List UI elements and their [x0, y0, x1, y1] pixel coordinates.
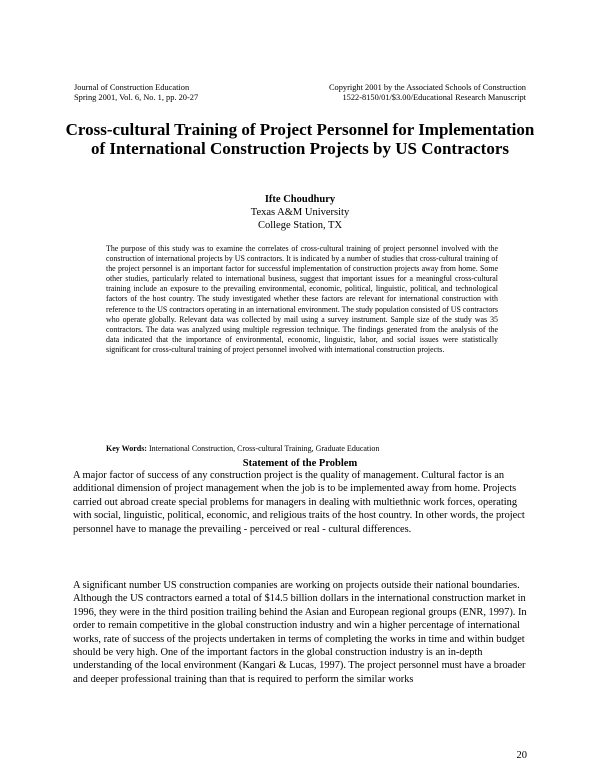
keywords-text: International Construction, Cross-cultural Training, Graduate Education: [148, 444, 380, 453]
abstract: The purpose of this study was to examine the correlates of cross-cultural training of project personnel involved with the construction of international projects by US contractors. It is indicated by a number of studies that cross-cultural training of the project personnel is an important factor for successful implementation of construction projects away from home. Some other studies, particularly related to international business, suggest that important issues for a meaningful cross-cultural training include an exposure to the prevailing environmental, economic, political, linguistic, political, and technological factors of the host country. The study investigated whether these factors are relevant for international construction with reference to the US contractors operating in an international environment. The study population consisted of US contractors who operate globally. Relevant data was collected by mail using a survey instrument. Sample size of the study was 35 contractors. The data was analyzed using multiple regression technique. The findings generated from the analysis of the data indicated that the importance of environmental, economic, linguistic, labor, and social issues were statistically significant for cross-cultural training of project personnel involved with international construction projects.: [106, 244, 498, 354]
journal-header-left: [74, 83, 198, 103]
keywords: [106, 444, 536, 454]
body-paragraph-1: A major factor of success of any construction project is the quality of management. Cultural factor is an additional dimension of project management when the job is to be implemented away from home. Projects carried out abroad create special problems for managers in dealing with multiethnic work forces, operating with social, linguistic, political, economic, and religious traits of the host country. In other words, the project personnel have to manage the prevailing - perceived or real - cultural differences.: [73, 470, 525, 535]
author-location: College Station, TX: [257, 220, 343, 231]
author-affiliation: Texas A&M University: [250, 207, 350, 218]
journal-name: Journal of Construction Education: [74, 83, 190, 92]
journal-issue: Spring 2001, Vol. 6, No. 1, pp. 20-27: [74, 93, 199, 102]
copyright-line: Copyright 2001 by the Associated Schools of Construction: [328, 83, 526, 92]
page-number: 20: [516, 750, 527, 761]
journal-header-right: [329, 83, 526, 103]
keywords-label: Key Words:: [106, 444, 147, 453]
body-paragraph-2: A significant number US construction companies are working on projects outside their national boundaries. Although the US contractors earned a total of $14.5 billion dollars in the international construction market in 1996, they were in the third position trailing behind the Asian and European regional groups (ENR, 1997). In order to remain competitive in the global construction industry and win a higher percentage of international works, rate of success of the projects undertaken in terms of completing the works in time and within budget should be very high. One of the important factors in the global construction industry is an in-depth understanding of the local environment (Kangari & Lucas, 1997). The project personnel must have a broader and deeper professional training than that is required to perform the similar works: [73, 580, 527, 685]
author-block: [0, 193, 600, 232]
paper-title: Cross-cultural Training of Project Personnel for Implementation of International Construction Projects by US Contractors: [65, 120, 535, 158]
manuscript-id: 1522-8150/01/$3.00/Educational Research Manuscript: [342, 93, 526, 102]
section-heading: Statement of the Problem: [242, 458, 358, 469]
author-name: Ifte Choudhury: [264, 194, 336, 205]
